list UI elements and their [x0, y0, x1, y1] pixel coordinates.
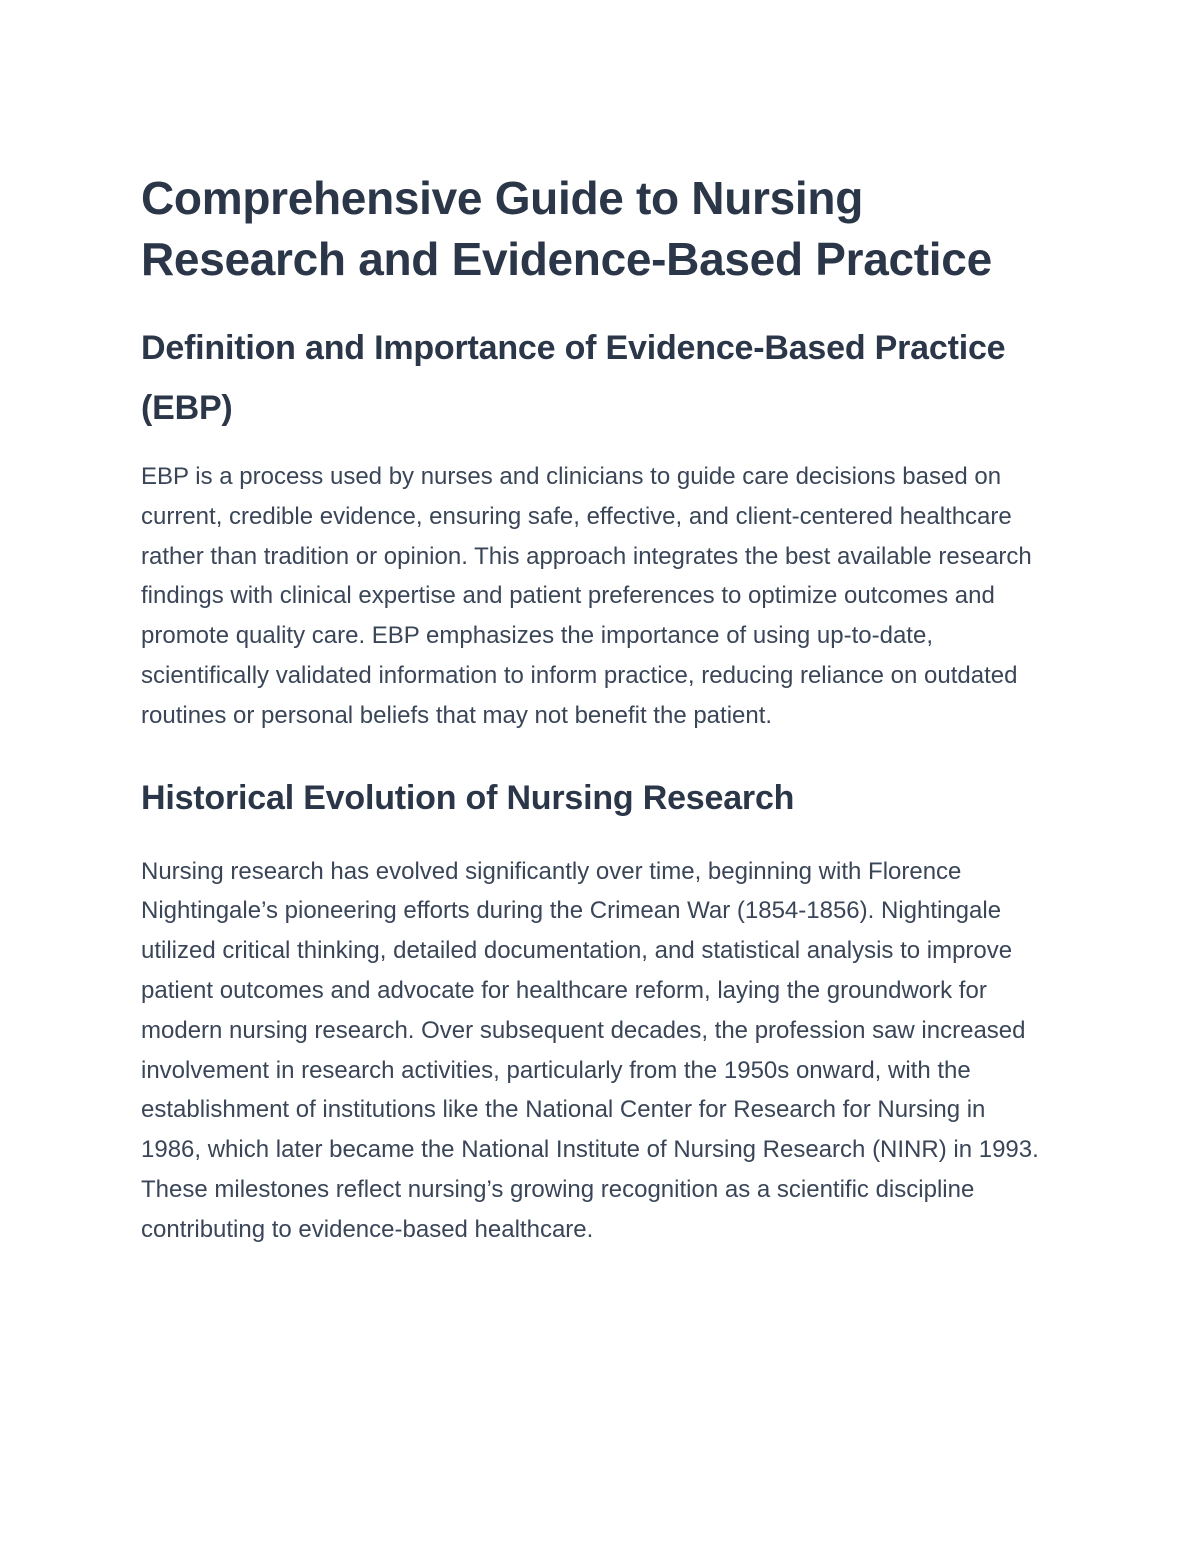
section-heading-ebp-definition: Definition and Importance of Evidence-Based Practice (EBP) — [141, 329, 1006, 427]
section-body-historical-evolution: Nursing research has evolved significantly over time, beginning with Florence Nightingale’s pioneering efforts during the Crimean War (1854-1856). Nightingale utilized critical thinking, detailed documentation, and statistical analysis to improve patient outcomes and advocate for healthcare reform, laying the groundwork for modern nursing research. Over subsequent decades, the profession saw increased involvement in research activities, particularly from the 1950s onward, with the establishment of institutions like the National Center for Research for Nursing in 1986, which later became the National Institute of Nursing Research (NINR) in 1993. These milestones reflect nursing’s growing recognition as a scientific discipline contributing to evidence-based healthcare. — [141, 857, 1039, 1243]
document-title: Comprehensive Guide to Nursing Research and Evidence-Based Practice — [141, 172, 992, 285]
section-body-ebp-definition: EBP is a process used by nurses and clinicians to guide care decisions based on current, credible evidence, ensuring safe, effective, and client-centered healthcare rather than tradition or opinion. This approach integrates the best available research findings with clinical expertise and patient preferences to optimize outcomes and promote quality care. EBP emphasizes the importance of using up-to-date, scientifically validated information to inform practice, reducing reliance on outdated routines or personal beliefs that may not benefit the patient. — [141, 463, 1032, 729]
document-page — [141, 168, 1046, 1250]
section-heading-historical-evolution: Historical Evolution of Nursing Research — [141, 778, 795, 817]
